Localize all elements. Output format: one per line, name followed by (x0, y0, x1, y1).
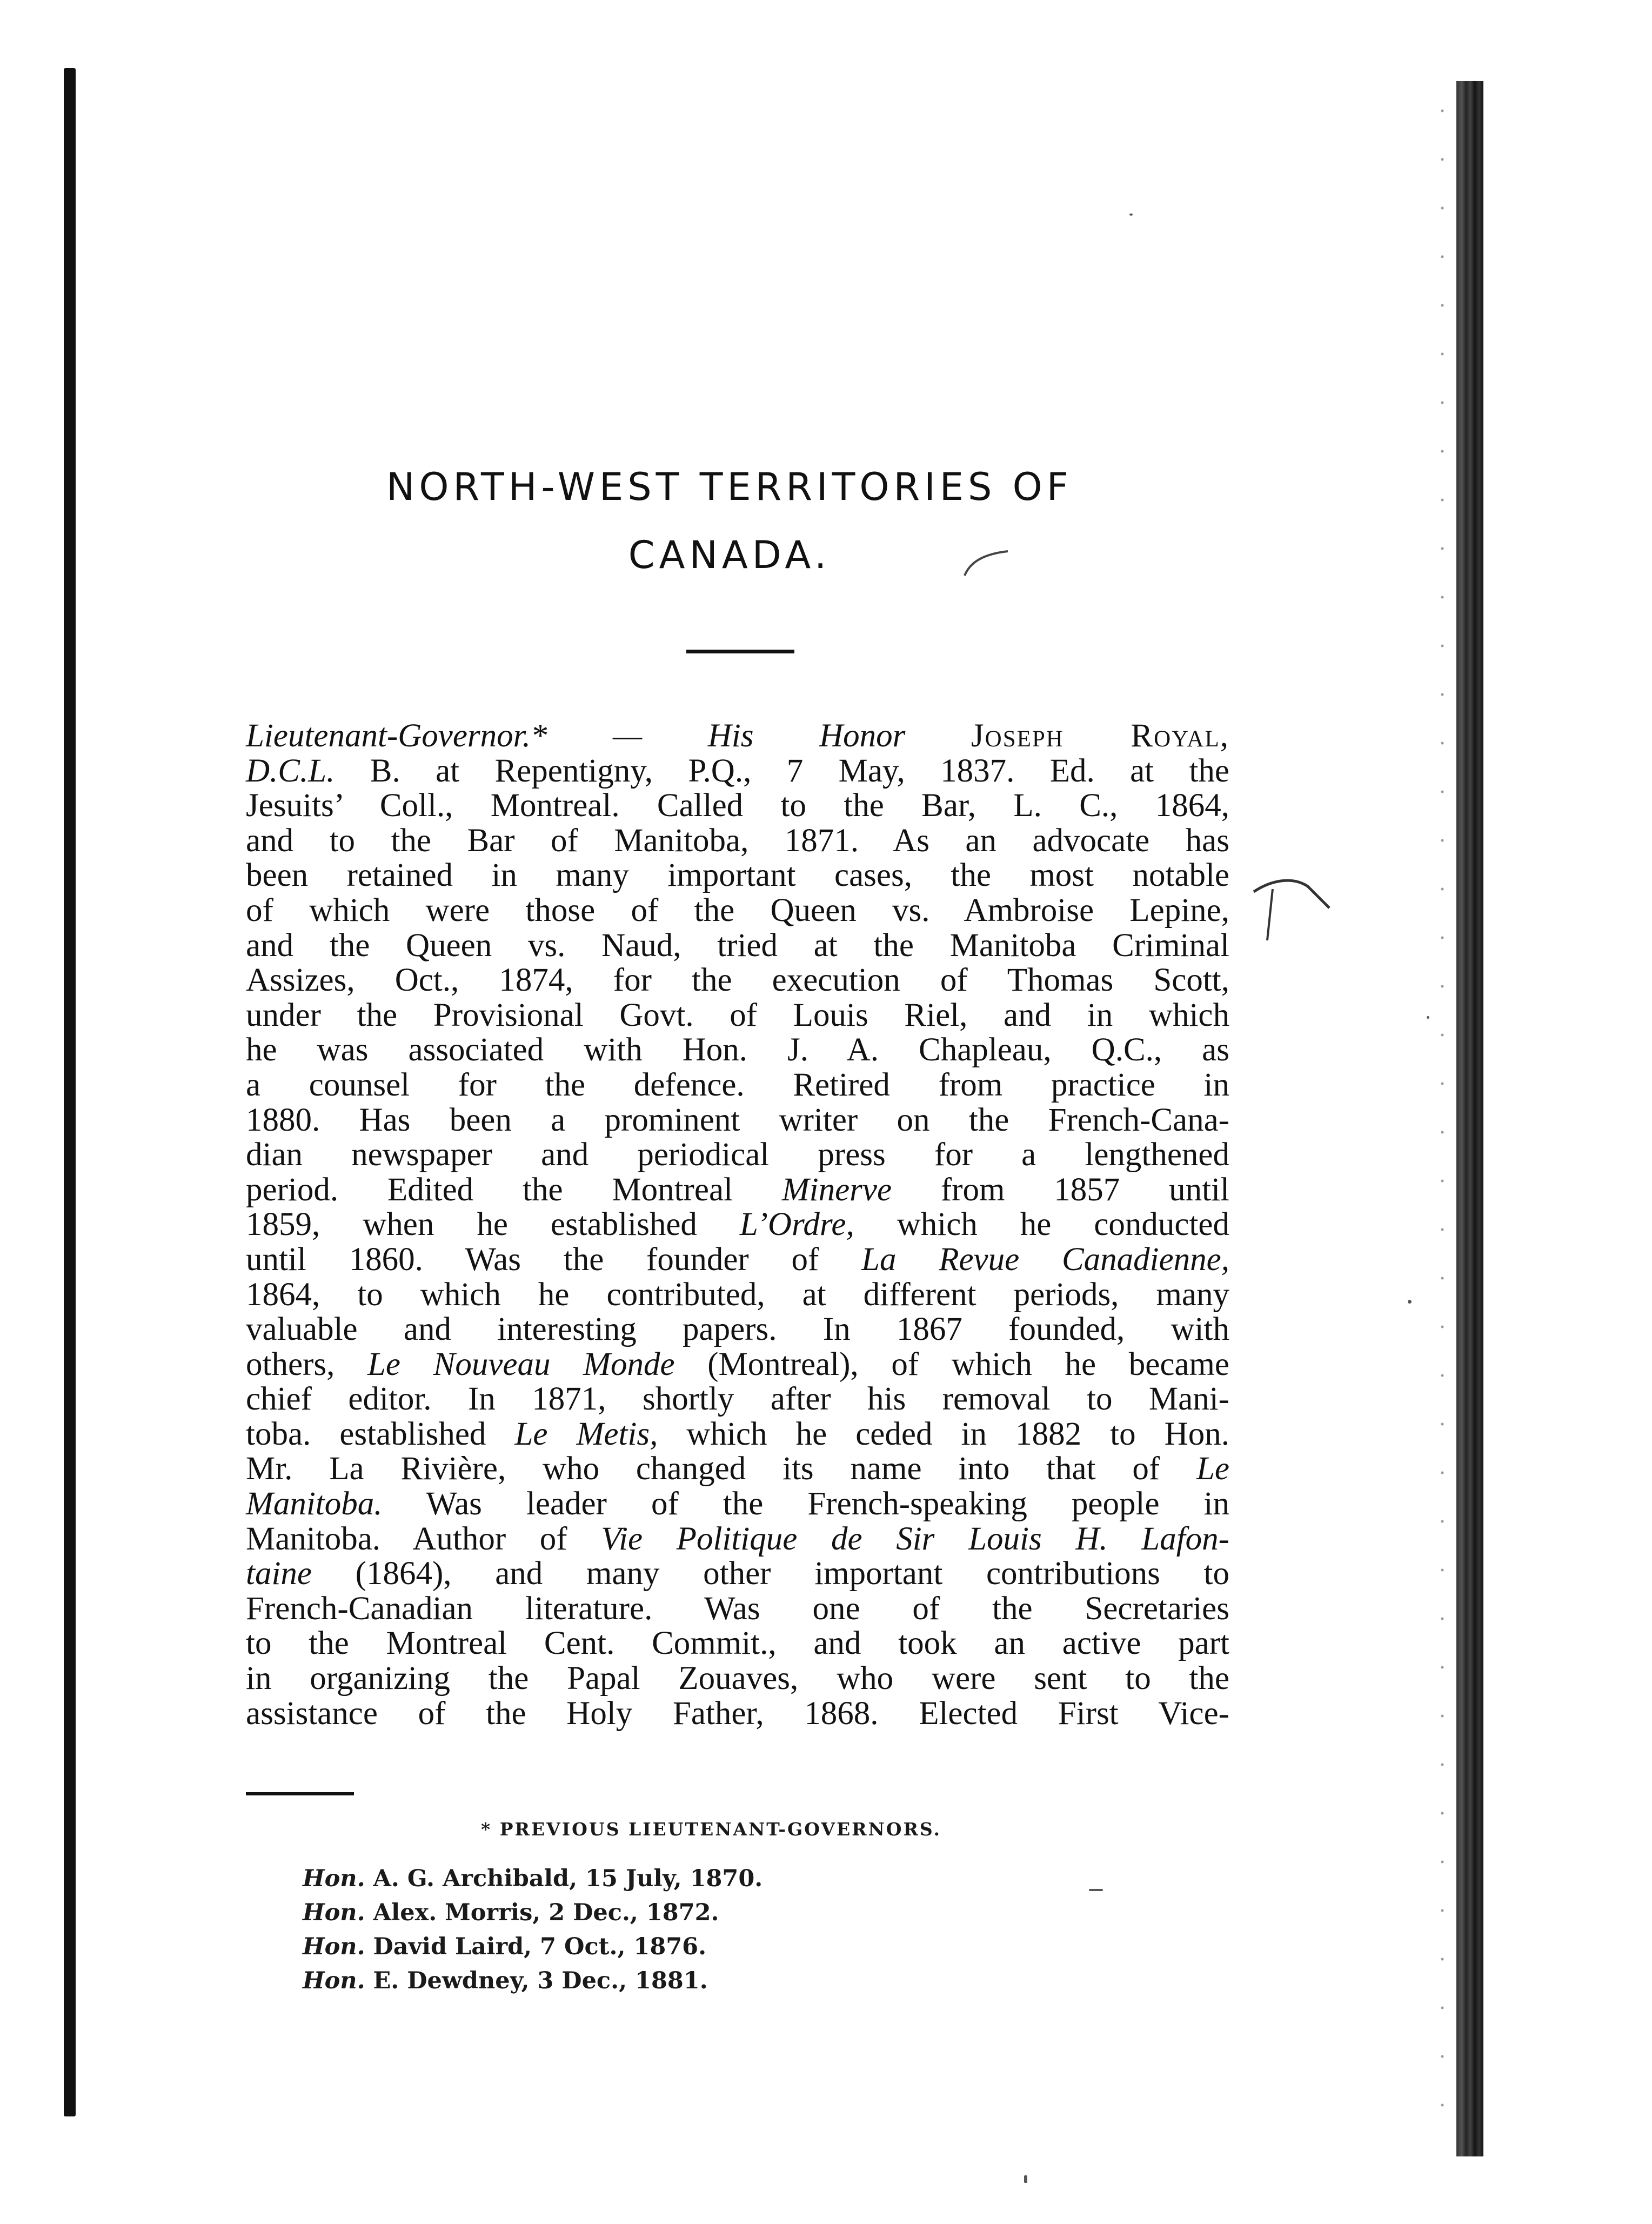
page-right-edge-shadow (1456, 81, 1483, 2156)
text-run: to the Montreal Cent. Commit., and took an active part (246, 1625, 1229, 1662)
scan-speck (1089, 1889, 1103, 1891)
text-line (246, 1522, 1229, 1557)
text-line (246, 1557, 1229, 1592)
text-line (246, 789, 1229, 824)
text-line (246, 858, 1229, 893)
text-run: and to the Bar of Manitoba, 1871. As an advocate has (246, 822, 1229, 859)
honorific: Hon. (303, 1933, 365, 1960)
footnote-item (303, 1964, 1005, 1998)
text-line (246, 1312, 1229, 1347)
text-line (246, 998, 1229, 1033)
text-line (246, 1103, 1229, 1138)
text-run: been retained in many important cases, the most notable (246, 857, 1229, 894)
text-run: B. at Repentigny, P.Q., 7 May, 1837. Ed. at the (335, 752, 1229, 789)
text-run: (1864), and many other important contributions to (311, 1555, 1229, 1592)
text-line (246, 1207, 1229, 1243)
text-run: valuable and interesting papers. In 1867 founded, with (246, 1311, 1229, 1348)
governor-entry: E. Dewdney, 3 Dec., 1881. (365, 1967, 708, 1994)
italic-text: L’Ordre, (739, 1206, 854, 1243)
text-run: Mr. La Rivière, who changed its name into that of (246, 1451, 1196, 1487)
text-line (246, 929, 1229, 964)
text-run: he was associated with Hon. J. A. Chapleau, Q.C., as (246, 1032, 1229, 1068)
governor-entry: David Laird, 7 Oct., 1876. (365, 1933, 707, 1960)
text-run: period. Edited the Montreal (246, 1171, 782, 1208)
italic-text: Lieutenant-Governor.* — His Honor (246, 718, 971, 754)
text-run: 1880. Has been a prominent writer on the French-Cana- (246, 1101, 1229, 1138)
text-line (246, 1278, 1229, 1313)
italic-text: Le (1196, 1451, 1229, 1487)
text-run: Jesuits’ Coll., Montreal. Called to the Bar, L. C., 1864, (246, 787, 1229, 824)
honorific: Hon. (303, 1865, 365, 1892)
text-line (246, 1452, 1229, 1487)
text-line (246, 824, 1229, 859)
text-run: a counsel for the defence. Retired from practice in (246, 1066, 1229, 1103)
text-line (246, 719, 1229, 754)
text-line (246, 963, 1229, 998)
text-line (246, 893, 1229, 929)
text-line (246, 754, 1229, 789)
text-line (246, 1417, 1229, 1452)
italic-text: Vie Politique de Sir Louis H. Lafon- (601, 1520, 1229, 1557)
italic-text: D.C.L. (246, 752, 335, 789)
text-run: others, (246, 1346, 367, 1383)
text-run: Manitoba. Author of (246, 1520, 601, 1557)
pencil-mark-icon (962, 546, 1011, 578)
biography-paragraph (246, 719, 1229, 1731)
text-line (246, 1661, 1229, 1697)
text-line (246, 1697, 1229, 1732)
italic-text: Le Nouveau Monde (367, 1346, 675, 1383)
text-line (246, 1487, 1229, 1522)
text-line (246, 1033, 1229, 1068)
footnote-heading: * PREVIOUS LIEUTENANT-GOVERNORS. (481, 1819, 942, 1840)
scan-speck (1408, 1300, 1412, 1304)
text-run: under the Provisional Govt. of Louis Riel, and in which (246, 997, 1229, 1033)
text-run: (Montreal), of which he became (674, 1346, 1229, 1383)
footnote-rule (246, 1792, 354, 1795)
text-run: assistance of the Holy Father, 1868. Elected First Vice- (246, 1695, 1229, 1732)
scan-speck (1427, 1016, 1429, 1019)
text-line (246, 1173, 1229, 1208)
text-line (246, 1382, 1229, 1417)
footnote-item (303, 1930, 1005, 1964)
text-line (246, 1138, 1229, 1173)
title-divider-rule (686, 650, 794, 653)
text-run: in organizing the Papal Zouaves, who were sent to the (246, 1660, 1229, 1697)
text-run: Was leader of the French-speaking people in (382, 1486, 1229, 1522)
italic-text: taine (246, 1555, 312, 1592)
text-run: which he ceded in 1882 to Hon. (658, 1415, 1229, 1452)
text-run: which he conducted (854, 1206, 1229, 1243)
scan-speck (1024, 2175, 1027, 2183)
italic-text: Manitoba. (246, 1486, 383, 1522)
governor-entry: A. G. Archibald, 15 July, 1870. (365, 1865, 763, 1892)
text-run: chief editor. In 1871, shortly after his removal to Mani- (246, 1381, 1229, 1418)
text-run: of which were those of the Queen vs. Ambroise Lepine, (246, 892, 1229, 929)
footnote-item (303, 1862, 1005, 1896)
footnote-list (303, 1862, 1005, 1998)
text-run: 1859, when he established (246, 1206, 740, 1243)
governor-entry: Alex. Morris, 2 Dec., 1872. (365, 1899, 719, 1926)
page-right-edge-speckle (1435, 86, 1450, 2151)
text-run: until 1860. Was the founder of (246, 1241, 862, 1278)
honorific: Hon. (303, 1967, 365, 1994)
text-line (246, 1243, 1229, 1278)
text-run: dian newspaper and periodical press for a lengthened (246, 1137, 1229, 1173)
text-run: toba. established (246, 1415, 515, 1452)
text-run: and the Queen vs. Naud, tried at the Manitoba Criminal (246, 927, 1229, 964)
italic-text: Minerve (781, 1171, 892, 1208)
text-run: Assizes, Oct., 1874, for the execution of Thomas Scott, (246, 962, 1229, 999)
italic-text: La Revue Canadienne, (861, 1241, 1229, 1278)
honorific: Hon. (303, 1899, 365, 1926)
text-line (246, 1626, 1229, 1661)
footnote-item (303, 1896, 1005, 1930)
margin-mark-icon (1248, 865, 1335, 951)
scan-speck (1129, 213, 1133, 216)
text-run: 1864, to which he contributed, at different periods, many (246, 1276, 1229, 1313)
page-left-edge-shadow (64, 68, 76, 2116)
text-line (246, 1592, 1229, 1627)
text-run: French-Canadian literature. Was one of the Secretaries (246, 1590, 1229, 1627)
italic-text: Le Metis, (514, 1415, 658, 1452)
text-line (246, 1068, 1229, 1103)
page-title-line-1: NORTH-WEST TERRITORIES OF (386, 465, 1073, 509)
text-run: from 1857 until (892, 1171, 1229, 1208)
text-line (246, 1347, 1229, 1383)
small-caps-text: Joseph Royal, (971, 718, 1229, 754)
page-title-line-2: CANADA. (628, 533, 831, 577)
